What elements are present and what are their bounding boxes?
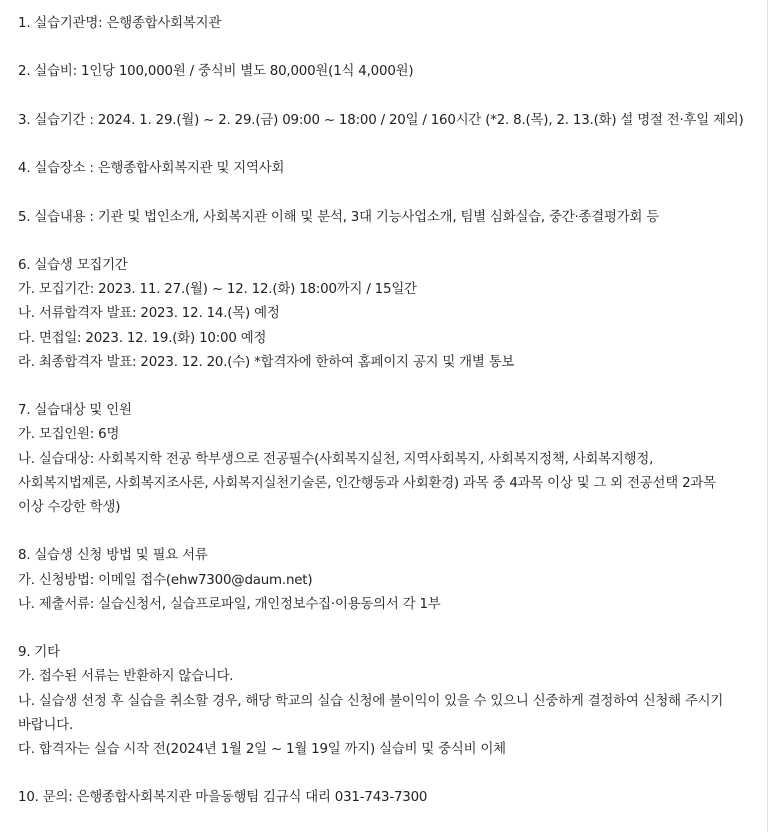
section-6-line-ga: 가. 모집기간: 2023. 11. 27.(월) ~ 12. 12.(화) 18:00까지 / 15일간 [18, 282, 417, 298]
spacer [18, 230, 742, 254]
spacer [18, 617, 742, 641]
spacer [18, 36, 742, 60]
section-7-line-na: 나. 실습대상: 사회복지학 전공 학부생으로 전공필수(사회복지실천, 지역사회복지, 사회복지정책, 사회복지행정, 사회복지법제론, 사회복지조사론, 사회복지실천기술론, 인간행동과 사회환경) 과목 중 4과목 이상 및 그 외 전공선택 2과목 이상 수강한 학생) [18, 451, 716, 515]
section-9-line-na: 나. 실습생 선정 후 실습을 취소할 경우, 해당 학교의 실습 신청에 불이익이 있을 수 있으니 신중하게 결정하여 신청해 주시기 바랍니다. [18, 693, 724, 733]
section-6-line-da: 다. 면접일: 2023. 12. 19.(화) 10:00 예정 [18, 330, 267, 346]
section-7-line-ga: 가. 모집인원: 6명 [18, 427, 120, 443]
spacer [18, 181, 742, 205]
document-body [18, 12, 742, 811]
spacer [18, 375, 742, 399]
section-4 [18, 157, 742, 181]
section-2 [18, 60, 742, 84]
section-6 [18, 254, 742, 375]
section-6-heading: 6. 실습생 모집기간 [18, 257, 128, 273]
section-6-line-na: 나. 서류합격자 발표: 2023. 12. 14.(목) 예정 [18, 306, 280, 322]
section-1-line-1: 1. 실습기관명: 은행종합사회복지관 [18, 16, 222, 31]
section-6-line-ra: 라. 최종합격자 발표: 2023. 12. 20.(수) *합격자에 한하여 홈페이지 공지 및 개별 통보 [18, 354, 515, 370]
section-5-line-1: 5. 실습내용 : 기관 및 법인소개, 사회복지관 이해 및 분석, 3대 기능사업소개, 팀별 심화실습, 중간·종결평가회 등 [18, 209, 660, 225]
spacer [18, 85, 742, 109]
section-7 [18, 399, 742, 520]
section-10-line-1: 10. 문의: 은행종합사회복지관 마을동행팀 김규식 대리 031-743-7300 [18, 790, 428, 806]
section-5 [18, 206, 742, 230]
spacer [18, 520, 742, 544]
section-8-line-na: 나. 제출서류: 실습신청서, 실습프로파일, 개인정보수집·이용동의서 각 1부 [18, 596, 441, 612]
section-8-heading: 8. 실습생 신청 방법 및 필요 서류 [18, 548, 208, 564]
section-9-line-ga: 가. 접수된 서류는 반환하지 않습니다. [18, 669, 234, 685]
section-2-line-1: 2. 실습비: 1인당 100,000원 / 중식비 별도 80,000원(1식 4,000원) [18, 64, 414, 80]
section-10 [18, 786, 742, 810]
spacer [18, 762, 742, 786]
scrollbar-track[interactable] [767, 0, 768, 832]
section-7-heading: 7. 실습대상 및 인원 [18, 403, 132, 419]
section-9-heading: 9. 기타 [18, 645, 60, 661]
section-9 [18, 641, 742, 762]
section-3 [18, 109, 742, 133]
section-3-line-1: 3. 실습기간 : 2024. 1. 29.(월) ~ 2. 29.(금) 09:00 ~ 18:00 / 20일 / 160시간 (*2. 8.(목), 2. 13.(화) 설 명절 전·후일 제외) [18, 112, 744, 128]
section-8-line-ga: 가. 신청방법: 이메일 접수(ehw7300@daum.net) [18, 572, 313, 588]
section-1 [18, 12, 742, 36]
section-4-line-1: 4. 실습장소 : 은행종합사회복지관 및 지역사회 [18, 161, 285, 177]
spacer [18, 133, 742, 157]
section-8 [18, 544, 742, 617]
section-9-line-da: 다. 합격자는 실습 시작 전(2024년 1월 2일 ~ 1월 19일 까지) 실습비 및 중식비 이체 [18, 741, 506, 757]
